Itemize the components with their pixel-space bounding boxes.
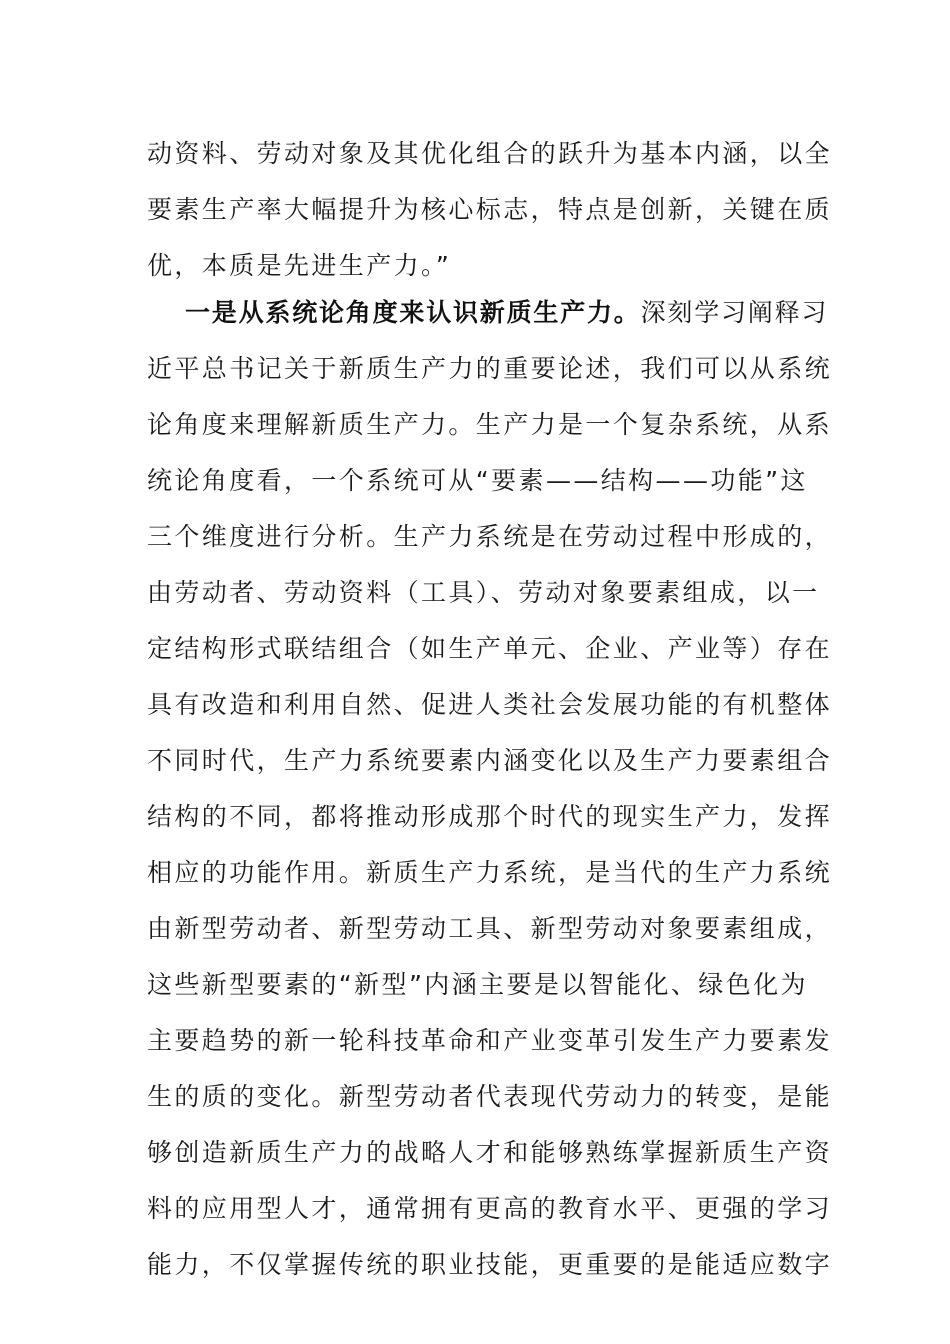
paragraph-line: 定结构形式联结组合（如生产单元、企业、产业等）存在 <box>147 634 833 663</box>
paragraph-line: 相应的功能作用。新质生产力系统，是当代的生产力系统 <box>147 858 833 887</box>
paragraph-line: 主要趋势的新一轮科技革命和产业变革引发生产力要素发 <box>147 1026 833 1055</box>
paragraph-line: 具有改造和利用自然、促进人类社会发展功能的有机整体 <box>147 690 833 719</box>
paragraph-line: 由新型劳动者、新型劳动工具、新型劳动对象要素组成， <box>147 914 833 943</box>
intro-paragraph <box>147 126 833 294</box>
paragraph-line: 能力，不仅掌握传统的职业技能，更重要的是能适应数字 <box>147 1250 833 1279</box>
paragraph-line: 论角度来理解新质生产力。生产力是一个复杂系统，从系 <box>147 410 833 439</box>
section-heading: 一是从系统论角度来认识新质生产力。 <box>185 298 641 327</box>
system-theory-paragraph <box>147 285 833 1293</box>
paragraph-line: 三个维度进行分析。生产力系统是在劳动过程中形成的， <box>147 522 833 551</box>
paragraph-line: 不同时代，生产力系统要素内涵变化以及生产力要素组合 <box>147 746 833 775</box>
paragraph-line: 结构的不同，都将推动形成那个时代的现实生产力，发挥 <box>147 802 833 831</box>
paragraph-line: 这些新型要素的“新型”内涵主要是以智能化、绿色化为 <box>147 970 808 999</box>
paragraph-line: 近平总书记关于新质生产力的重要论述，我们可以从系统 <box>147 354 833 383</box>
paragraph-first-line <box>147 285 829 341</box>
paragraph-line: 够创造新质生产力的战略人才和能够熟练掌握新质生产资 <box>147 1138 833 1167</box>
paragraph-line: 动资料、劳动对象及其优化组合的跃升为基本内涵，以全 <box>147 139 833 168</box>
paragraph-line: 生的质的变化。新型劳动者代表现代劳动力的转变，是能 <box>147 1082 833 1111</box>
paragraph-line: 统论角度看，一个系统可从“要素——结构——功能”这 <box>147 466 808 495</box>
paragraph-line: 由劳动者、劳动资料（工具）、劳动对象要素组成，以一 <box>147 578 820 607</box>
first-line-text: 深刻学习阐释习 <box>640 298 829 327</box>
paragraph-line: 优，本质是先进生产力。” <box>147 251 452 280</box>
paragraph-line: 要素生产率大幅提升为核心标志，特点是创新，关键在质 <box>147 195 833 224</box>
paragraph-line: 料的应用型人才，通常拥有更高的教育水平、更强的学习 <box>147 1194 833 1223</box>
